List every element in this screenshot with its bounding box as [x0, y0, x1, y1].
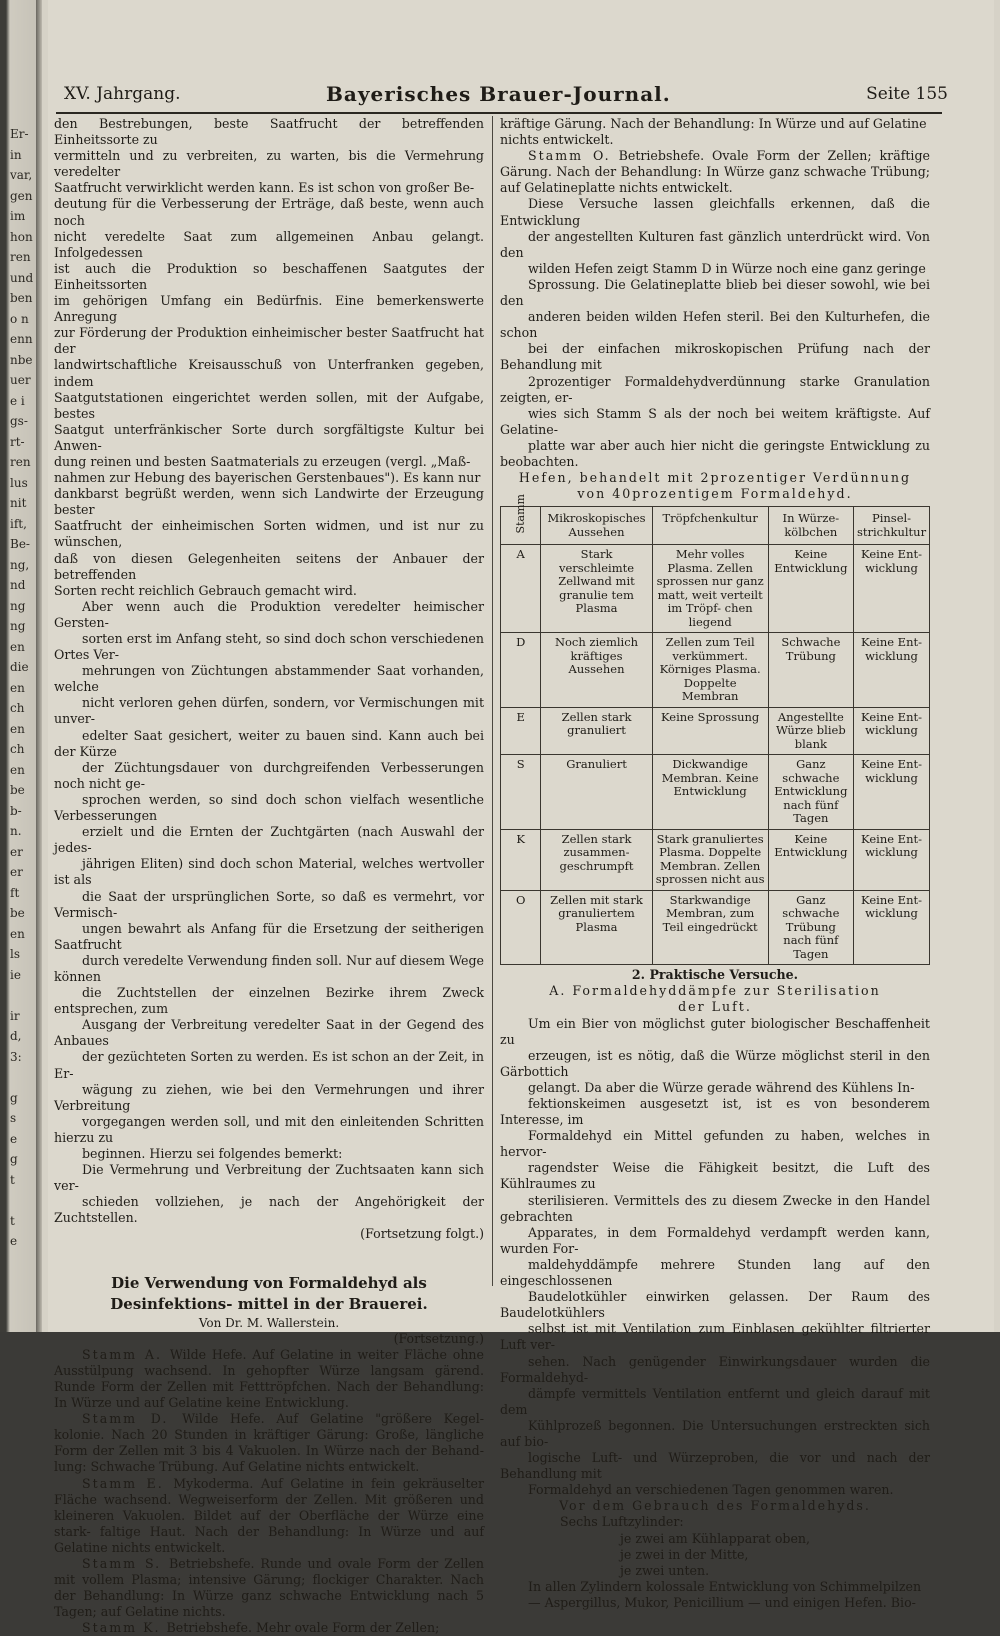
text-line: jährigen Eliten) sind doch schon Material, welches wertvoller ist als: [54, 856, 484, 888]
text-line: Ausgang der Verbreitung veredelter Saat in der Gegend des Anbaues: [54, 1017, 484, 1049]
text-line: Um ein Bier von möglichst guter biologischer Beschaffenheit zu: [500, 1015, 930, 1047]
strain-label: Stamm E.: [82, 1475, 174, 1491]
text-line: sterilisieren. Vermittels des zu diesem Zwecke in den Handel gebrachten: [500, 1192, 930, 1224]
table-cell: Zellen zum Teil verkümmert. Körniges Plasma. Doppelte Membran: [652, 633, 768, 708]
previous-page-fragment: n.: [10, 824, 22, 838]
text-line: den Bestrebungen, beste Saatfrucht der betreffenden Einheitssorte zu: [54, 116, 484, 148]
text-line: kräftige Gärung. Nach der Behandlung: In Würze und auf Gelatine: [500, 116, 927, 131]
text-line: durch veredelte Verwendung finden soll. Nur auf diesem Wege können: [54, 952, 484, 984]
journal-page: [48, 0, 994, 1636]
strain-text: Mykoderma. Auf Gelatine in fein gekräuselter Fläche wachsend. Wegweiserform der Zellen. Mit größeren und kleineren Vakuolen. Bildet auf der Oberfläche der Würze eine stark- faltige Haut. Nach der Behandlung: In Würze und auf Gelatine nichts entwickelt.: [54, 1475, 484, 1555]
previous-page-fragment: e: [10, 1234, 18, 1248]
previous-page-fragment: ls: [10, 947, 20, 961]
table-cell: Keine Ent- wicklung: [854, 545, 930, 633]
text-line: Formaldehyd ein Mittel gefunden zu haben, welches in hervor-: [500, 1128, 930, 1160]
strain-text: Wilde Hefe. Auf Gelatine "größere Kegel- kolonie. Nach 20 Stunden in kräftiger Gärung: Große, längliche Form der Zellen mit 3 bis 4 Vakuolen. In Würze nach der Behand- lung: Schwache Trübung. Auf Gelatine nichts entwickelt.: [54, 1411, 484, 1475]
header-rule: [56, 112, 942, 114]
header-wort-flask: In Würze- kölbchen: [768, 507, 853, 545]
previous-page-fragment: en: [10, 721, 25, 736]
text-line: deutung für die Verbesserung der Erträge, daß beste, wenn auch noch: [54, 196, 484, 228]
text-line: der angestellten Kulturen fast gänzlich unterdrückt wird. Von den: [500, 228, 930, 260]
text-line: wägung zu ziehen, wie bei den Vermehrungen und ihrer Verbreitung: [54, 1081, 484, 1113]
cylinders-intro: Sechs Luftzylinder:: [560, 1514, 684, 1530]
text-line: erzielt und die Ernten der Zuchtgärten (nach Auswahl der jedes-: [54, 824, 484, 856]
text-line: nichts entwickelt.: [500, 132, 614, 148]
text-line: zur Förderung der Produktion einheimischer bester Saatfrucht hat der: [54, 325, 484, 357]
text-line: dämpfe vermittels Ventilation entfernt und gleich darauf mit dem: [500, 1385, 930, 1417]
text-line: Kühlprozeß begonnen. Die Untersuchungen erstreckten sich auf bio-: [500, 1417, 930, 1449]
table-cell: Stark granuliertes Plasma. Doppelte Membran. Zellen sprossen nicht aus: [652, 829, 768, 890]
table-cell: S: [501, 755, 541, 830]
text-line: platte war aber auch hier nicht die geringste Entwicklung zu beobachten.: [500, 437, 930, 469]
table-row: [501, 829, 930, 890]
text-line: wilden Hefen zeigt Stamm D in Würze noch eine ganz geringe: [528, 260, 926, 276]
header-stamm: Stamm: [501, 507, 541, 545]
header-microscopic: Mikroskopisches Aussehen: [541, 507, 652, 545]
text-line: im gehörigen Umfang ein Bedürfnis. Eine bemerkenswerte Anregung: [54, 293, 484, 325]
previous-page-fragment: en: [10, 680, 25, 695]
caption-line: Hefen, behandelt mit 2prozentiger Verdünnung: [518, 470, 912, 486]
header-droplet-culture: Tröpfchenkultur: [652, 507, 768, 545]
table-cell: Angestellte Würze blieb blank: [768, 707, 853, 755]
stamm-o-label: Stamm O.: [528, 148, 611, 164]
previous-page-fragment: gs-: [10, 414, 28, 428]
previous-page-fragment: var,: [10, 168, 33, 182]
paragraph-final: [500, 1579, 930, 1611]
right-column: [500, 116, 930, 1611]
previous-page-fragment: en: [10, 639, 25, 654]
page-number: Seite 155: [866, 84, 948, 104]
table-row: [501, 633, 930, 708]
text-line: Formaldehyd an verschiedenen Tagen genommen waren.: [528, 1482, 894, 1498]
previous-page-fragment: ren: [10, 250, 31, 264]
page-header: [56, 82, 948, 112]
strain-label: Stamm D.: [82, 1411, 183, 1427]
previous-page-fragment: t: [10, 1213, 15, 1228]
text-line: die Saat der ursprünglichen Sorte, so daß es vermehrt, vor Vermisch-: [54, 888, 484, 920]
previous-page-fragment: ir: [10, 1008, 20, 1023]
book-gutter: [36, 0, 42, 1332]
previous-page-edge: [0, 0, 40, 1332]
text-line: Apparates, in dem Formaldehyd verdampft werden kann, wurden For-: [500, 1224, 930, 1256]
strain-text: Betriebshefe. Mehr ovale Form der Zellen;: [166, 1620, 440, 1636]
text-line: erzeugen, ist es nötig, daß die Würze möglichst steril in den Gärbottich: [500, 1047, 930, 1079]
previous-page-fragment: b-: [10, 803, 22, 818]
text-line: Saatfrucht der einheimischen Sorten widmen, und ist nur zu wünschen,: [54, 518, 484, 550]
text-line: 2prozentiger Formaldehydverdünnung starke Granulation zeigten, er-: [500, 373, 930, 405]
table-header-row: [501, 507, 930, 545]
previous-page-fragment: gen: [10, 188, 33, 203]
previous-page-fragment: rt-: [10, 434, 25, 449]
previous-page-fragment: ng,: [10, 557, 30, 572]
text-line: nicht veredelte Saat zum allgemeinen Anbau gelangt. Infolgedessen: [54, 228, 484, 260]
paragraph-production: [54, 599, 484, 1162]
text-line: landwirtschaftliche Kreisausschuß von Unterfranken gegeben, indem: [54, 357, 484, 389]
text-line: Die Vermehrung und Verbreitung der Zuchtsaaten kann sich ver-: [54, 1162, 484, 1194]
continued-note: (Fortsetzung folgt.): [360, 1226, 484, 1242]
strain-paragraph: [54, 1556, 484, 1620]
table-cell: Starkwandige Membran, zum Teil eingedrückt: [652, 890, 768, 965]
previous-page-fragment: hon: [10, 229, 33, 244]
cylinder-item: je zwei unten.: [620, 1562, 710, 1578]
strain-paragraph: [54, 1476, 484, 1556]
strain-text: Betriebshefe. Runde und ovale Form der Zellen mit vollem Plasma; intensive Gärung; flockiger Charakter. Nach der Behandlung: In Würze ganz schwache Entwicklung nach 5 Tagen; auf Gelatine nichts.: [54, 1555, 484, 1620]
previous-page-fragment: enn: [10, 332, 33, 346]
strain-label: Stamm S.: [82, 1555, 170, 1571]
text-line: dankbarst begrüßt werden, wenn sich Landwirte der Erzeugung bester: [54, 486, 484, 518]
previous-page-fragment: nbe: [10, 352, 33, 367]
table-cell: Keine Entwicklung: [768, 545, 853, 633]
text-line: — Aspergillus, Mukor, Penicillium — und einigen Hefen. Bio-: [528, 1594, 916, 1610]
previous-page-fragment: ng: [10, 598, 26, 613]
table-cell: Mehr volles Plasma. Zellen sprossen nur ganz matt, weit verteilt im Tröpf- chen liegend: [652, 545, 768, 633]
table-row: [501, 545, 930, 633]
previous-page-fragment: g: [10, 1152, 18, 1166]
header-brush-culture: Pinsel- strichkultur: [854, 507, 930, 545]
table-cell: Zellen mit stark granuliertem Plasma: [541, 890, 652, 965]
heading-line: A. Formaldehyddämpfe zur Sterilisation: [549, 983, 881, 999]
table-cell: D: [501, 633, 541, 708]
previous-page-fragment: lus: [10, 475, 28, 490]
previous-page-fragment: en: [10, 762, 25, 777]
stamm-o-paragraph: [500, 148, 930, 196]
table-cell: Keine Ent- wicklung: [854, 707, 930, 755]
paragraph-practical: [500, 1016, 930, 1499]
previous-page-fragment: g: [10, 1090, 18, 1105]
text-line: nicht verloren gehen dürfen, sondern, vor Vermischungen mit unver-: [54, 695, 484, 727]
table-cell: Keine Entwicklung: [768, 829, 853, 890]
before-use-heading: Vor dem Gebrauch des Formaldehyds.: [559, 1498, 871, 1514]
previous-page-fragment: ch: [10, 742, 25, 756]
cylinder-list: [500, 1531, 930, 1579]
text-line: bei der einfachen mikroskopischen Prüfung nach der Behandlung mit: [500, 341, 930, 373]
paragraph-seed-grain: [54, 116, 484, 599]
text-line: Sorten recht reichlich Gebrauch gemacht wird.: [54, 582, 357, 598]
journal-title: Bayerisches Brauer-Journal.: [326, 82, 671, 106]
text-line: Sprossung. Die Gelatineplatte blieb bei dieser sowohl, wie bei den: [500, 276, 930, 309]
text-line: sprochen werden, so sind doch schon vielfach wesentliche Verbesserungen: [54, 791, 484, 824]
previous-page-fragment: en: [10, 926, 25, 941]
table-cell: Ganz schwache Trübung nach fünf Tagen: [768, 890, 853, 965]
previous-page-fragment: nd: [10, 578, 26, 592]
text-line: Saatgutstationen eingerichtet werden sollen, mit der Aufgabe, bestes: [54, 389, 484, 421]
paragraph-propagation: [54, 1162, 484, 1226]
strain-paragraph: [54, 1347, 484, 1411]
table-row: [501, 755, 930, 830]
text-line: beginnen. Hierzu sei folgendes bemerkt:: [82, 1146, 343, 1161]
left-column: [54, 116, 484, 1636]
section-heading: 2. Praktische Versuche.: [631, 967, 799, 983]
table-cell: Zellen stark granuliert: [541, 707, 652, 755]
text-line: nahmen zur Hebung des bayerischen Gerstenbaues"). Es kann nur: [54, 470, 481, 486]
previous-page-fragment: o n: [10, 311, 29, 326]
table-cell: Noch ziemlich kräftiges Aussehen: [541, 633, 652, 708]
previous-page-fragment: be: [10, 783, 25, 797]
text-line: wies sich Stamm S als der noch bei weitem kräftigste. Auf Gelatine-: [500, 405, 930, 437]
previous-page-fragment: und: [10, 270, 34, 285]
previous-page-fragment: d,: [10, 1029, 22, 1043]
previous-page-fragment: ie: [10, 967, 21, 982]
table-cell: Schwache Trübung: [768, 633, 853, 708]
table-cell: Keine Ent- wicklung: [854, 829, 930, 890]
text-line: vermitteln und zu verbreiten, zu warten, bis die Vermehrung veredelter: [54, 148, 484, 180]
text-line: die Zuchtstellen der einzelnen Bezirke ihrem Zweck entsprechen, zum: [54, 985, 484, 1017]
strain-label: Stamm A.: [82, 1346, 170, 1362]
previous-page-fragment: nit: [10, 496, 27, 510]
previous-page-fragment: be: [10, 906, 25, 920]
table-cell: Zellen stark zusammen- geschrumpft: [541, 829, 652, 890]
table-row: [501, 707, 930, 755]
text-line: sorten erst im Anfang steht, so sind doch schon verschiedenen Ortes Ver-: [54, 631, 484, 663]
previous-page-fragment: Er-: [10, 127, 29, 141]
stamm-o-text: Betriebshefe. Ovale Form der Zellen; kräftige Gärung. Nach der Behandlung: In Würze ganz schwache Trübung; auf Gelatineplatte nichts entwickelt.: [500, 148, 930, 196]
strain-text: Wilde Hefe. Auf Gelatine in weiter Fläche ohne Ausstülpung wachsend. In gehopfter Würze langsam gärend. Runde Form der Zellen mit Fetttröpfchen. Nach der Behandlung: In Würze und auf Gelatine keine Entwicklung.: [54, 1346, 484, 1411]
table-cell: E: [501, 707, 541, 755]
previous-page-fragment: ft: [10, 885, 20, 900]
table-cell: Dickwandige Membran. Keine Entwicklung: [652, 755, 768, 830]
text-line: sehen. Nach genügender Einwirkungsdauer wurden die Formaldehyd-: [500, 1353, 930, 1385]
text-line: Baudelotkühler einwirken gelassen. Der Raum des Baudelotkühlers: [500, 1289, 930, 1321]
text-line: anderen beiden wilden Hefen steril. Bei den Kulturhefen, die schon: [500, 309, 930, 341]
previous-page-fragment: ch: [10, 701, 25, 715]
text-line: schieden vollziehen, je nach der Angehörigkeit der Zuchtstellen.: [54, 1194, 484, 1226]
caption-line: von 40prozentigem Formaldehyd.: [577, 486, 853, 502]
column-rule: [492, 116, 493, 1286]
text-line: Saatfrucht verwirklicht werden kann. Es ist schon von großer Be-: [54, 180, 475, 196]
text-line: der gezüchteten Sorten zu werden. Es ist schon an der Zeit, in Er-: [54, 1049, 484, 1081]
previous-page-fragment: die: [10, 660, 29, 674]
article-title: Die Verwendung von Formaldehyd als Desinfektions- mittel in der Brauerei.: [110, 1273, 428, 1313]
previous-page-fragment: in: [10, 147, 22, 162]
volume-label: XV. Jahrgang.: [64, 84, 181, 104]
cylinder-item: je zwei am Kühlapparat oben,: [620, 1530, 811, 1546]
table-cell: K: [501, 829, 541, 890]
table-cell: Keine Ent- wicklung: [854, 755, 930, 830]
previous-page-fragment: 3:: [10, 1049, 22, 1064]
table-cell: O: [501, 890, 541, 965]
table-cell: A: [501, 545, 541, 633]
continuation-note: (Fortsetzung.): [393, 1330, 484, 1346]
text-line: der Züchtungsdauer von durchgreifenden Verbesserungen noch nicht ge-: [54, 759, 484, 791]
strain-label: Stamm K.: [82, 1620, 167, 1636]
text-line: Diese Versuche lassen gleichfalls erkennen, daß die Entwicklung: [500, 196, 930, 228]
previous-page-fragment: Be-: [10, 537, 30, 551]
table-cell: Granuliert: [541, 755, 652, 830]
text-line: maldehyddämpfe mehrere Stunden lang auf den eingeschlossenen: [500, 1256, 930, 1289]
table-row: [501, 890, 930, 965]
text-line: Aber wenn auch die Produktion veredelter heimischer Gersten-: [54, 598, 484, 630]
strain-paragraph: [54, 1620, 484, 1636]
previous-page-fragment: t: [10, 1172, 15, 1187]
previous-page-fragment: ben: [10, 291, 33, 305]
table-cell: Stark verschleimte Zellwand mit granulie tem Plasma: [541, 545, 652, 633]
text-line: ist auch die Produktion so beschaffenen Saatgutes der Einheitssorten: [54, 260, 484, 292]
text-line: selbst ist mit Ventilation zum Einblasen gekühlter filtrierter Luft ver-: [500, 1321, 930, 1353]
paragraph-results: [500, 196, 930, 470]
text-line: mehrungen von Züchtungen abstammender Saat vorhanden, welche: [54, 663, 484, 695]
text-line: edelter Saat gesichert, weiter zu bauen sind. Kann auch bei der Kürze: [54, 727, 484, 759]
text-line: In allen Zylindern kolossale Entwicklung von Schimmelpilzen: [528, 1578, 922, 1594]
cylinder-item: je zwei in der Mitte,: [620, 1546, 749, 1562]
previous-page-fragment: e: [10, 1131, 18, 1146]
table-cell: Keine Sprossung: [652, 707, 768, 755]
previous-page-fragment: ift,: [10, 516, 27, 531]
text-line: ragendster Weise die Fähigkeit besitzt, die Luft des Kühlraumes zu: [500, 1160, 930, 1192]
previous-page-fragment: e i: [10, 393, 25, 408]
previous-page-fragment: ren: [10, 455, 31, 469]
previous-page-fragment: er: [10, 844, 23, 859]
text-line: gelangt. Da aber die Würze gerade während des Kühlens In-: [528, 1079, 915, 1095]
paragraph-stamm-k-continued: [500, 116, 930, 148]
previous-page-fragment: uer: [10, 373, 31, 387]
text-line: Saatgut unterfränkischer Sorte durch sorgfältigste Kultur bei Anwen-: [54, 421, 484, 453]
table-cell: Keine Ent- wicklung: [854, 633, 930, 708]
strain-paragraph: [54, 1411, 484, 1475]
subsection-heading: [500, 983, 930, 1015]
table-caption: [500, 470, 930, 502]
heading-line: der Luft.: [678, 999, 752, 1015]
previous-page-fragment: im: [10, 209, 26, 223]
table-cell: Ganz schwache Entwicklung nach fünf Tagen: [768, 755, 853, 830]
text-line: daß von diesen Gelegenheiten seitens der Anbauer der betreffenden: [54, 550, 484, 582]
text-line: logische Luft- und Würzeproben, die vor und nach der Behandlung mit: [500, 1450, 930, 1482]
text-line: fektionskeimen ausgesetzt ist, ist es von besonderem Interesse, im: [500, 1096, 930, 1128]
text-line: vorgegangen werden soll, und mit den einleitenden Schritten hierzu zu: [54, 1113, 484, 1145]
previous-page-fragment: er: [10, 865, 23, 879]
strain-descriptions: [54, 1347, 484, 1636]
text-line: dung reinen und besten Saatmaterials zu erzeugen (vergl. „Maß-: [54, 453, 471, 469]
table-cell: Keine Ent- wicklung: [854, 890, 930, 965]
previous-page-fragment: ng: [10, 619, 26, 633]
article-author: Von Dr. M. Wallerstein.: [198, 1315, 340, 1330]
text-line: ungen bewahrt als Anfang für die Ersetzung der seitherigen Saatfrucht: [54, 920, 484, 952]
previous-page-fragment: s: [10, 1111, 17, 1125]
